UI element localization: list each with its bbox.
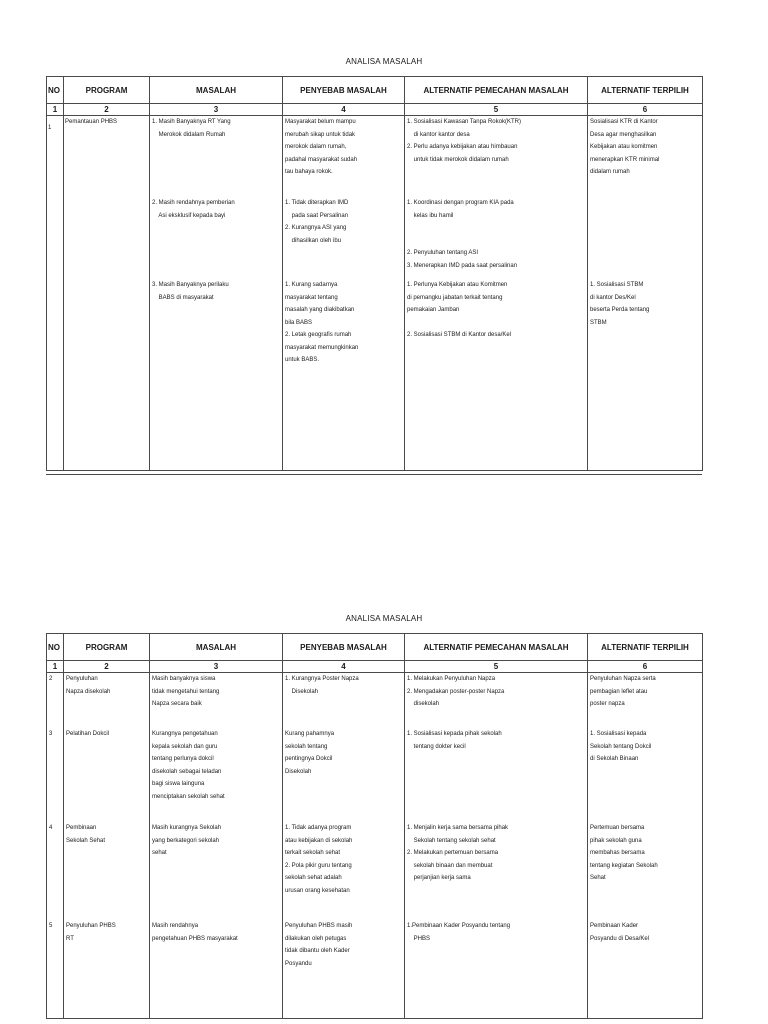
terpilih-cell: Pembinaan Kader Posyandu di Desa/Kel xyxy=(590,923,650,942)
program-cell: Pembinaan Sekolah Sehat xyxy=(66,825,106,844)
penyebab-cell: Penyuluhan PHBS masih dilakukan oleh petugas tidak dibantu oleh Kader Posyandu xyxy=(285,923,353,967)
page-title: ANALISA MASALAH xyxy=(345,57,423,66)
column-number: 1 xyxy=(47,104,64,116)
header-penyebab: PENYEBAB MASALAH xyxy=(283,77,405,104)
penyebab-cell: Masyarakat belum mampu merubah sikap untuk tidak merokok dalam rumah, padahal masyarakat sudah tau bahaya rokok. xyxy=(285,119,358,175)
terpilih-cell: Pertemuan bersama pihak sekolah guna membahas bersama tentang kegiatan Sekolah Sehat xyxy=(590,825,658,881)
penyebab-cell: 1. Kurangnya Poster Napza Disekolah xyxy=(285,676,359,695)
column-number: 2 xyxy=(64,104,150,116)
table-row xyxy=(47,116,703,471)
penyebab-cell: 1. Kurang sadarnya masyarakat tentang masalah yang diakibatkan bila BABS 2. Letak geografis rumah masyarakat memungkinkan untuk BABS. xyxy=(285,282,359,363)
column-number: 2 xyxy=(64,661,150,673)
masalah-cell: Kurangnya pengetahuan kepala sekolah dan guru tentang perlunya dokcil disekolah sebagai teladan bagi siswa lainguna menciptakan sekolah sehat xyxy=(152,731,225,800)
header-masalah: MASALAH xyxy=(150,77,283,104)
masalah-cell: 2. Masih rendahnya pemberian Asi eksklusif kepada bayi xyxy=(152,200,235,219)
column-number: 6 xyxy=(588,661,703,673)
masalah-cell: Masih kurangnya Sekolah yang berkategori sekolah sehat xyxy=(152,825,222,856)
column-number: 4 xyxy=(283,661,405,673)
program-cell: Penyuluhan PHBS RT xyxy=(66,923,116,942)
header-alternatif: ALTERNATIF PEMECAHAN MASALAH xyxy=(405,634,588,661)
header-no: NO xyxy=(47,77,64,104)
column-number: 3 xyxy=(150,661,283,673)
header-terpilih: ALTERNATIF TERPILIH xyxy=(588,77,703,104)
alternatif-cell: 1. Sosialisasi Kawasan Tanpa Rokok(KTR) di kantor kantor desa 2. Perlu adanya kebijakan atau himbauan untuk tidak merokok didalam rumah xyxy=(407,119,521,163)
penyebab-cell: Kurang pahamnya sekolah tentang pentingnya Dokcil Disekolah xyxy=(285,731,335,775)
table-row xyxy=(47,673,703,1019)
penyebab-cell: 1. Tidak adanya program atau kebijakan di sekolah terkait sekolah sehat 2. Pola pikir guru tentang sekolah sehat adalah urusan orang kesehatan xyxy=(285,825,353,894)
row-number: 1 xyxy=(48,125,52,131)
column-number-row xyxy=(47,104,703,116)
alternatif-cell: 1. Melakukan Penyuluhan Napza 2. Mengadakan poster-poster Napza disekolah xyxy=(407,676,505,707)
terpilih-cell: Sosialisasi KTR di Kantor Desa agar menghasilkan Kebijakan atau komitmen menerapkan KTR minimal didalam rumah xyxy=(590,119,660,175)
page-title: ANALISA MASALAH xyxy=(345,614,423,623)
column-number: 6 xyxy=(588,104,703,116)
alternatif-cell: 1. Sosialisasi kepada pihak sekolah tentang dokter kecil xyxy=(407,731,502,750)
header-masalah: MASALAH xyxy=(150,634,283,661)
masalah-cell: 1. Masih Banyaknya RT Yang Merokok didalam Rumah xyxy=(152,119,231,138)
table-bottom-rule xyxy=(46,474,702,475)
row-number: 3 xyxy=(49,731,53,737)
analysis-table-2 xyxy=(46,633,703,1019)
program-cell: Pelatihan Dokcil xyxy=(66,731,110,737)
column-number: 1 xyxy=(47,661,64,673)
column-number: 3 xyxy=(150,104,283,116)
masalah-cell: Masih rendahnya pengetahuan PHBS masyarakat xyxy=(152,923,238,942)
masalah-cell: Masih banyaknya siswa tidak mengetahui tentang Napza secara baik xyxy=(152,676,220,707)
alternatif-cell: 1. Menjalin kerja sama bersama pihak Sekolah tentang sekolah sehat 2. Melakukan pertemuan bersama sekolah binaan dan membuat perjanjian kerja sama xyxy=(407,825,509,881)
terpilih-cell: 1. Sosialisasi kepada Sekolah tentang Dokcil di Sekolah Binaan xyxy=(590,731,652,762)
alternatif-cell: 1.Pembinaan Kader Posyandu tentang PHBS xyxy=(407,923,511,942)
header-terpilih: ALTERNATIF TERPILIH xyxy=(588,634,703,661)
terpilih-cell: 1. Sosialisasi STBM di kantor Des/Kel beserta Perda tentang STBM xyxy=(590,282,650,326)
column-number: 5 xyxy=(405,661,588,673)
program-cell: Penyuluhan Napza disekolah xyxy=(66,676,111,695)
column-number: 5 xyxy=(405,104,588,116)
header-no: NO xyxy=(47,634,64,661)
header-program: PROGRAM xyxy=(64,77,150,104)
row-number: 5 xyxy=(49,923,53,929)
penyebab-cell: 1. Tidak diterapkan IMD pada saat Persalinan 2. Kurangnya ASI yang dihasilkan oleh ibu xyxy=(285,200,349,244)
alternatif-cell: 1. Perlunya Kebijakan atau Komitmen di pemangku jabatan terkait tentang pemakaian Jamban 2. Sosialisasi STBM di Kantor desa/Kel xyxy=(407,282,512,338)
column-number: 4 xyxy=(283,104,405,116)
header-alternatif: ALTERNATIF PEMECAHAN MASALAH xyxy=(405,77,588,104)
row-number: 2 xyxy=(49,676,53,682)
header-row xyxy=(47,77,703,104)
column-number-row xyxy=(47,661,703,673)
header-row xyxy=(47,634,703,661)
program-cell: Pemantauan PHBS xyxy=(65,119,118,125)
row-number: 4 xyxy=(49,825,53,831)
header-program: PROGRAM xyxy=(64,634,150,661)
alternatif-cell: 1. Koordinasi dengan program KIA pada kelas ibu hamil 2. Penyuluhan tentang ASI 3. Menerapkan IMD pada saat persalinan xyxy=(407,200,518,269)
masalah-cell: 3. Masih Banyaknya perilaku BABS di masyarakat xyxy=(152,282,229,301)
analysis-table-1 xyxy=(46,76,703,471)
header-penyebab: PENYEBAB MASALAH xyxy=(283,634,405,661)
terpilih-cell: Penyuluhan Napza serta pembagian leflet atau poster napza xyxy=(590,676,656,707)
